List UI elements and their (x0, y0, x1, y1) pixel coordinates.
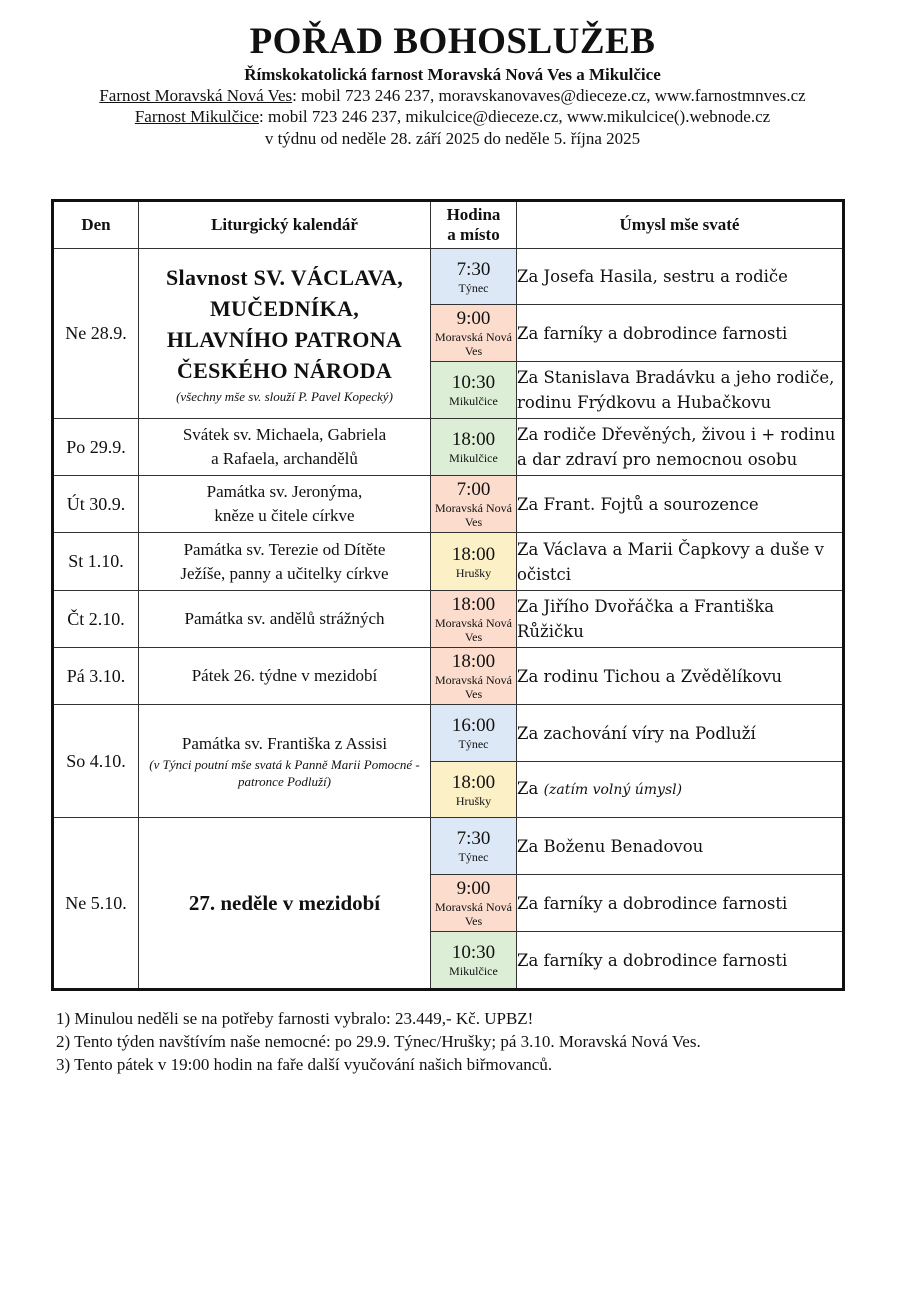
liturgical-line: a Rafaela, archandělů (211, 449, 358, 468)
mass-place: Mikulčice (449, 964, 498, 978)
liturgical-cell (139, 419, 431, 476)
mass-time: 9:00 (456, 878, 491, 899)
time-place-cell (431, 419, 517, 476)
liturgical-cell (139, 249, 431, 419)
intention-text: Za (517, 779, 539, 798)
mass-place: Moravská Nová Ves (435, 616, 512, 644)
header-time-line2: a místo (447, 225, 500, 244)
liturgical-line: Památka sv. Jeronýma, (206, 482, 363, 501)
intention-text: Za Jiřího Dvořáčka a Františka Růžičku (517, 597, 775, 641)
intention-text: Za Frant. Fojtů a sourozence (517, 494, 759, 514)
intention-cell (517, 249, 844, 305)
mass-place: Týnec (458, 737, 489, 751)
intention-note: (zatím volný úmysl) (543, 782, 683, 798)
schedule-row (53, 648, 844, 705)
mass-time: 7:00 (456, 479, 491, 500)
intention-cell (517, 533, 844, 591)
liturgical-cell (139, 533, 431, 591)
contact-text-mikulcice: : mobil 723 246 237, mikulcice@dieceze.cz, www.mikulcice().webnode.cz (259, 107, 771, 126)
schedule-row (53, 533, 844, 591)
schedule-row (53, 419, 844, 476)
time-place-cell (431, 648, 517, 705)
header-time-line1: Hodina (446, 205, 501, 224)
header-intention: Úmysl mše svaté (517, 201, 844, 249)
schedule-table (51, 199, 845, 991)
header-day: Den (53, 201, 139, 249)
intention-text: Za zachování víry na Podluží (517, 723, 756, 743)
mass-time: 7:30 (456, 828, 491, 849)
intention-text: Za rodinu Tichou a Zvědělíkovu (517, 666, 783, 686)
liturgical-note: (všechny mše sv. slouží P. Pavel Kopecký) (176, 389, 393, 404)
intention-text: Za farníky a dobrodince farnosti (517, 893, 788, 913)
time-place-cell (431, 305, 517, 362)
intention-cell (517, 875, 844, 932)
day-cell: Pá 3.10. (53, 648, 139, 705)
mass-place: Moravská Nová Ves (435, 330, 512, 358)
mass-time: 10:30 (451, 372, 496, 393)
liturgical-cell (139, 648, 431, 705)
liturgical-note: (v Týnci poutní mše svatá k Panně Marii Pomocné - patronce Podluží) (149, 757, 420, 789)
schedule-row (53, 705, 844, 762)
time-place-cell (431, 249, 517, 305)
liturgical-line: ČESKÉHO NÁRODA (176, 358, 393, 383)
time-place-cell (431, 705, 517, 762)
day-cell: Čt 2.10. (53, 591, 139, 648)
announcement-item: 3) Tento pátek v 19:00 hodin na faře další vyučování našich biřmovanců. (56, 1055, 553, 1074)
mass-place: Moravská Nová Ves (435, 900, 512, 928)
schedule-row (53, 591, 844, 648)
time-place-cell (431, 762, 517, 818)
liturgical-line: 27. neděle v mezidobí (188, 891, 381, 915)
mass-place: Týnec (458, 280, 489, 295)
schedule-row (53, 476, 844, 533)
liturgical-cell (139, 818, 431, 990)
liturgical-line: Památka sv. Františka z Assisi (181, 734, 388, 753)
contact-label-mnv: Farnost Moravská Nová Ves (99, 86, 293, 105)
liturgical-line: Svátek sv. Michaela, Gabriela (182, 425, 387, 444)
liturgical-line: Slavnost SV. VÁCLAVA, (166, 265, 403, 290)
intention-cell (517, 705, 844, 762)
intention-text: Za Josefa Hasila, sestru a rodiče (517, 267, 788, 286)
time-place-cell (431, 932, 517, 990)
intention-cell (517, 362, 844, 419)
intention-cell (517, 476, 844, 533)
day-cell: Ne 28.9. (53, 249, 139, 419)
header-time-place (431, 201, 517, 249)
liturgical-line: HLAVNÍHO PATRONA (166, 327, 403, 352)
intention-text: Za farníky a dobrodince farnosti (517, 950, 788, 970)
liturgical-line: MUČEDNÍKA, (209, 296, 360, 321)
header-liturgical: Liturgický kalendář (139, 201, 431, 249)
page-title: POŘAD BOHOSLUŽEB (249, 21, 656, 62)
mass-place: Mikulčice (449, 451, 498, 465)
mass-time: 18:00 (451, 543, 496, 565)
announcement-item: 1) Minulou neděli se na potřeby farnosti vybralo: 23.449,- Kč. UPBZ! (56, 1009, 534, 1028)
mass-time: 18:00 (451, 651, 496, 672)
intention-cell (517, 591, 844, 648)
intention-cell (517, 305, 844, 362)
liturgical-line: Památka sv. andělů strážných (184, 609, 385, 628)
intention-cell (517, 648, 844, 705)
week-range: v týdnu od neděle 28. září 2025 do neděle 5. října 2025 (264, 129, 641, 148)
mass-place: Mikulčice (449, 394, 498, 408)
mass-time: 18:00 (451, 594, 496, 615)
schedule-row (53, 249, 844, 305)
intention-text: Za Boženu Benadovou (517, 836, 704, 856)
day-cell: Út 30.9. (53, 476, 139, 533)
liturgical-cell (139, 476, 431, 533)
time-place-cell (431, 591, 517, 648)
day-cell: St 1.10. (53, 533, 139, 591)
intention-text: Za Václava a Marii Čapkovy a duše v očistci (517, 539, 824, 584)
mass-place: Týnec (458, 850, 489, 864)
parish-subtitle: Římskokatolická farnost Moravská Nová Ves a Mikulčice (244, 65, 661, 84)
time-place-cell (431, 818, 517, 875)
day-cell: Po 29.9. (53, 419, 139, 476)
intention-cell (517, 762, 844, 818)
mass-place: Hrušky (455, 793, 492, 808)
mass-time: 10:30 (451, 942, 496, 963)
intention-text: Za farníky a dobrodince farnosti (517, 323, 788, 343)
schedule-body (53, 249, 844, 990)
day-cell: Ne 5.10. (53, 818, 139, 990)
liturgical-line: Pátek 26. týdne v mezidobí (191, 666, 378, 685)
time-place-cell (431, 875, 517, 932)
time-place-cell (431, 533, 517, 591)
time-place-cell (431, 362, 517, 419)
liturgical-cell (139, 705, 431, 818)
contact-text-mnv: : mobil 723 246 237, moravskanovaves@dieceze.cz, www.farnostmnves.cz (292, 86, 806, 105)
announcements (56, 1007, 701, 1076)
mass-place: Hrušky (455, 565, 492, 580)
liturgical-line: Památka sv. Terezie od Dítěte (183, 539, 386, 559)
liturgical-cell (139, 591, 431, 648)
mass-place: Moravská Nová Ves (435, 501, 512, 529)
contact-line-mikulcice (0, 106, 905, 127)
liturgical-line: Ježíše, panny a učitelky církve (180, 563, 389, 583)
mass-time: 7:30 (456, 258, 491, 280)
mass-time: 9:00 (456, 308, 491, 329)
mass-time: 18:00 (451, 771, 496, 793)
intention-cell (517, 818, 844, 875)
mass-place: Moravská Nová Ves (435, 673, 512, 701)
intention-text: Za rodiče Dřevěných, živou i + rodinu a dar zdraví pro nemocnou osobu (517, 425, 836, 469)
page-header (0, 22, 905, 150)
contact-label-mikulcice: Farnost Mikulčice (134, 107, 259, 126)
intention-cell (517, 419, 844, 476)
schedule-row (53, 818, 844, 875)
intention-cell (517, 932, 844, 990)
day-cell: So 4.10. (53, 705, 139, 818)
time-place-cell (431, 476, 517, 533)
liturgical-line: kněze u čitele církve (214, 506, 355, 525)
mass-time: 16:00 (451, 715, 496, 736)
announcement-item: 2) Tento týden navštívím naše nemocné: po 29.9. Týnec/Hrušky; pá 3.10. Moravská Nová Ves. (56, 1032, 701, 1051)
mass-time: 18:00 (451, 429, 496, 450)
contact-line-mnv (0, 85, 905, 106)
intention-text: Za Stanislava Bradávku a jeho rodiče, rodinu Frýdkovu a Hubačkovu (517, 368, 835, 412)
